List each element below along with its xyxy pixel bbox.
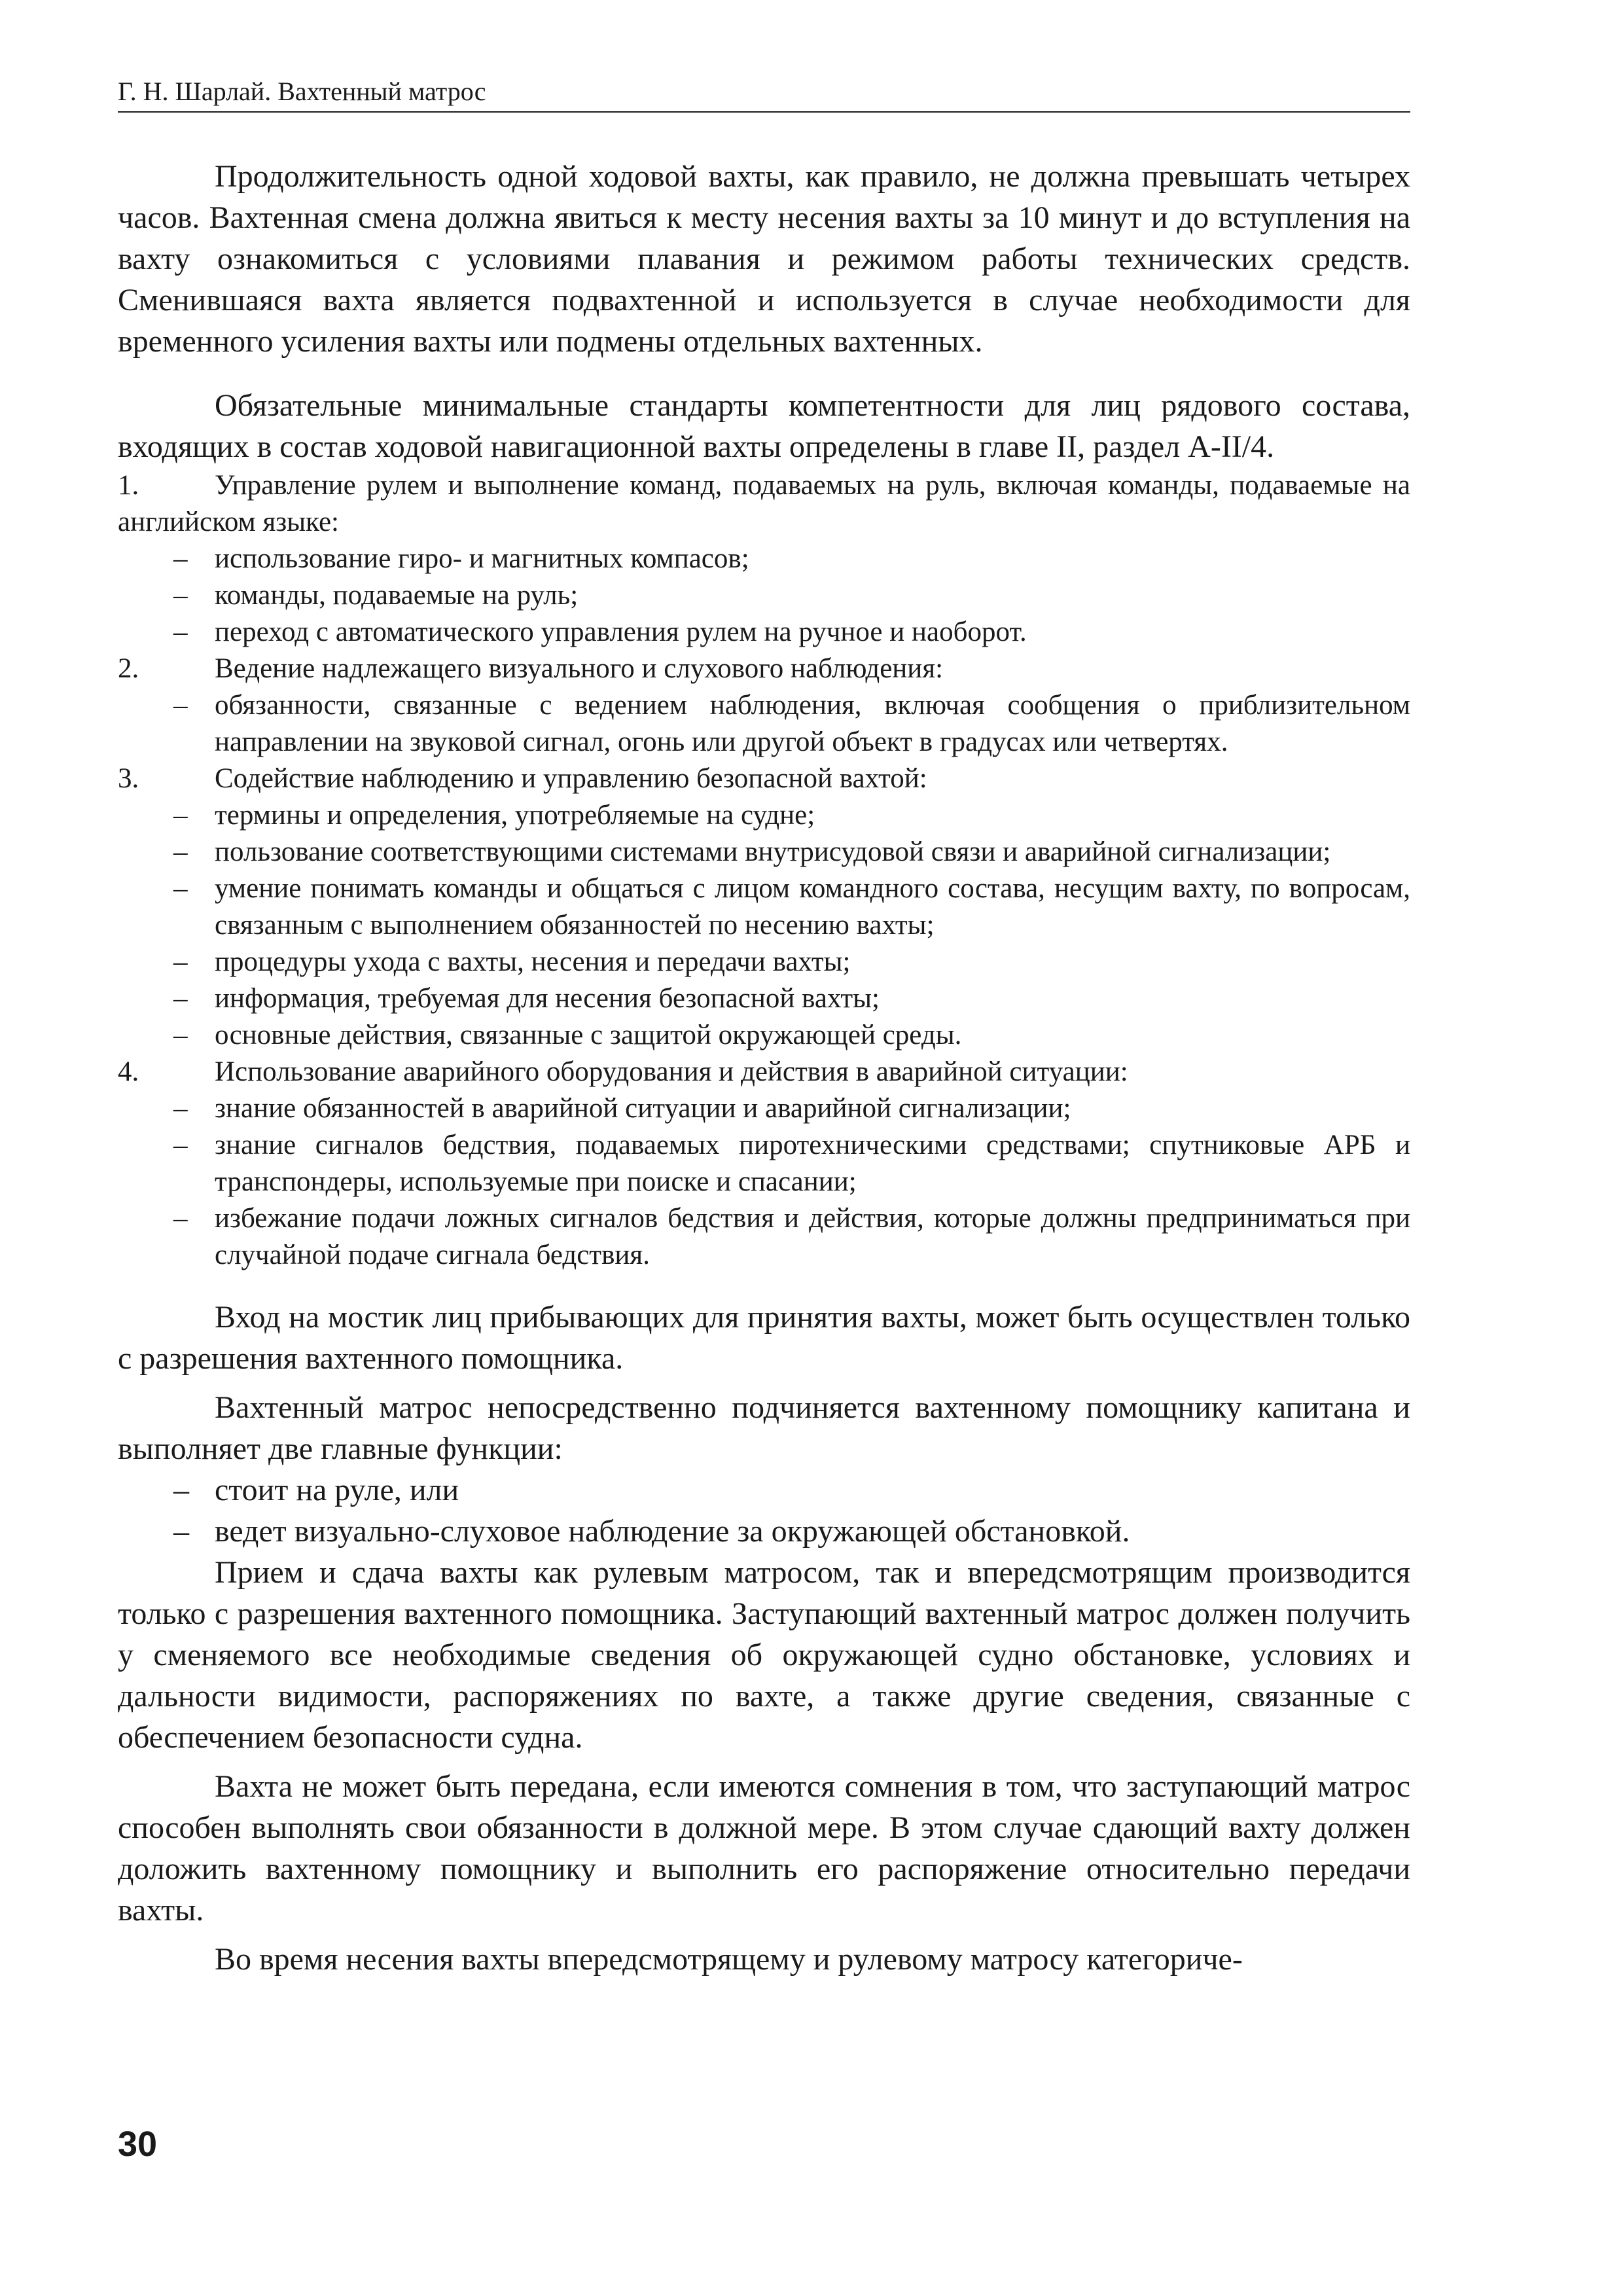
bullet-item: – основные действия, связанные с защитой окружающей среды. — [118, 1017, 1410, 1054]
list-item-number: 4. — [118, 1056, 139, 1087]
page-number: 30 — [118, 2125, 158, 2164]
bullet-item: – умение понимать команды и общаться с лицом командного состава, несущим вахту, по вопросам, связанным с выполнением обязанностей по несению вахты; — [118, 870, 1410, 944]
dash-icon: – — [173, 1514, 189, 1549]
dash-icon: – — [173, 1020, 188, 1050]
list-item-text: Ведение надлежащего визуального и слухового наблюдения: — [215, 653, 944, 684]
bullet-item: – обязанности, связанные с ведением наблюдения, включая сообщения о приблизительном направлении на звуковой сигнал, огонь или другой объект в градусах или четвертях. — [118, 687, 1410, 761]
dash-icon: – — [173, 983, 188, 1014]
paragraph-handover-doubts: Вахта не может быть передана, если имеются сомнения в том, что заступающий матрос способен выполнять свои обязанности в должной мере. В этом случае сдающий вахту должен доложить вахтенному помощнику и выполнить его распоряжение относительно передачи вахты. — [118, 1769, 1410, 1928]
dash-icon: – — [173, 1093, 188, 1124]
list-item-1 — [118, 467, 1410, 541]
paragraph-watch-handover: Прием и сдача вахты как рулевым матросом, так и впередсмотрящим производится только с разрешения вахтенного помощника. Заступающий вахтенный матрос должен получить у сменяемого все необходимые сведения об окружающей судно обстановке, условиях и дальности видимости, распоряжениях по вахте, а также другие сведения, связанные с обеспечением безопасности судна. — [118, 1555, 1410, 1755]
list-item-4 — [118, 1054, 1410, 1090]
running-head: Г. Н. Шарлай. Вахтенный матрос — [118, 76, 1410, 113]
list-item-text: Использование аварийного оборудования и действия в аварийной ситуации: — [215, 1056, 1128, 1087]
paragraph-main-functions: Вахтенный матрос непосредственно подчиняется вахтенному помощнику капитана и выполняет две главные функции: — [118, 1390, 1410, 1466]
dash-icon: – — [173, 836, 188, 867]
list-item-number: 3. — [118, 763, 139, 794]
list-item-2 — [118, 651, 1410, 687]
bullet-item: – информация, требуемая для несения безопасной вахты; — [118, 980, 1410, 1017]
paragraph-competence-standards: Обязательные минимальные стандарты компетентности для лиц рядового состава, входящих в состав ходовой навигационной вахты определены в главе II, раздел А-II/4. — [118, 388, 1410, 464]
bullet-item: – знание обязанностей в аварийной ситуации и аварийной сигнализации; — [118, 1090, 1410, 1127]
page — [118, 65, 1410, 2225]
dash-icon: – — [173, 873, 188, 904]
list-item-text: Управление рулем и выполнение команд, подаваемых на руль, включая команды, подаваемые на английском языке: — [118, 470, 1410, 537]
list-item-number: 1. — [118, 470, 139, 501]
dash-icon: – — [173, 1473, 189, 1507]
list-item-3 — [118, 761, 1410, 797]
bullet-item: – использование гиро- и магнитных компасов; — [118, 541, 1410, 577]
bullet-item: – процедуры ухода с вахты, несения и передачи вахты; — [118, 944, 1410, 980]
bullet-item: – переход с автоматического управления рулем на ручное и наоборот. — [118, 614, 1410, 651]
dash-icon: – — [173, 690, 188, 721]
paragraph-watch-duration: Продолжительность одной ходовой вахты, как правило, не должна превышать четырех часов. Вахтенная смена должна явиться к месту несения вахты за 10 минут и до вступления на вахту ознакомиться с условиями плавания и режимом работы технических средств. Сменившаяся вахта является подвахтенной и используется в случае необходимости для временного усиления вахты или подмены отдельных вахтенных. — [118, 159, 1410, 359]
paragraph-bridge-entry: Вход на мостик лиц прибывающих для принятия вахты, может быть осуществлен только с разрешения вахтенного помощника. — [118, 1300, 1410, 1376]
bullet-item: – пользование соответствующими системами внутрисудовой связи и аварийной сигнализации; — [118, 834, 1410, 870]
dash-icon: – — [173, 1203, 188, 1234]
bullet-item: – избежание подачи ложных сигналов бедствия и действия, которые должны предприниматься при случайной подаче сигнала бедствия. — [118, 1200, 1410, 1274]
bullet-item: – термины и определения, употребляемые на судне; — [118, 797, 1410, 834]
dash-icon: – — [173, 580, 188, 611]
bullet-item: – команды, подаваемые на руль; — [118, 577, 1410, 614]
dash-icon: – — [173, 800, 188, 831]
dash-icon: – — [173, 946, 188, 977]
dash-icon: – — [173, 1130, 188, 1160]
paragraph-during-watch: Во время несения вахты впередсмотрящему и рулевому матросу категориче- — [215, 1942, 1243, 1977]
list-item-number: 2. — [118, 653, 139, 684]
function-item: – стоит на руле, или — [118, 1469, 1410, 1511]
dash-icon: – — [173, 617, 188, 647]
competence-list — [118, 467, 1410, 1274]
dash-icon: – — [173, 543, 188, 574]
list-item-text: Содействие наблюдению и управлению безопасной вахтой: — [215, 763, 927, 794]
function-item: – ведет визуально-слуховое наблюдение за окружающей обстановкой. — [118, 1511, 1410, 1552]
bullet-item: – знание сигналов бедствия, подаваемых пиротехническими средствами; спутниковые АРБ и транспондеры, используемые при поиске и спасании; — [118, 1127, 1410, 1200]
